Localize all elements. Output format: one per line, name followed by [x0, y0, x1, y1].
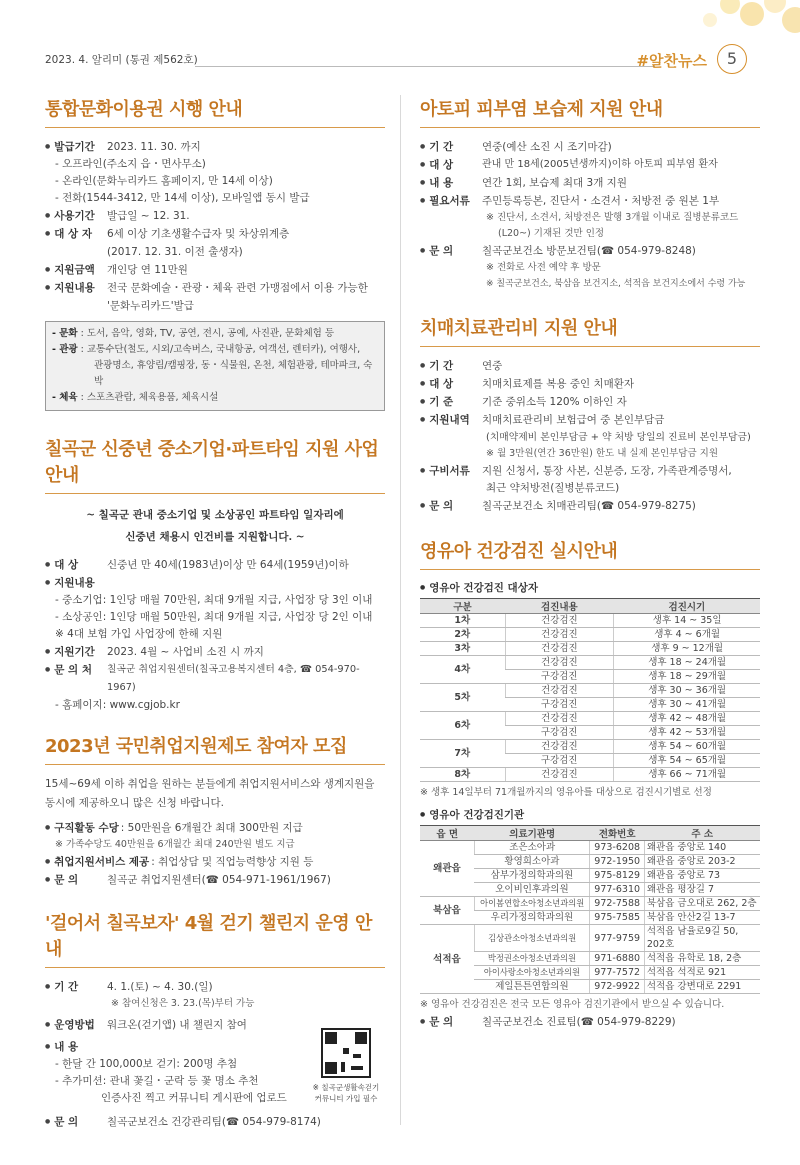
info-row	[420, 242, 760, 260]
stage-cell: 7차	[420, 740, 505, 768]
row-value-line: 전국 문화예술・관광・체육 관련 가맹점에서 이용 가능한	[107, 282, 368, 294]
clinic-table-body	[420, 841, 760, 994]
checkup-type-cell: 건강검진	[505, 614, 614, 628]
info-row	[45, 661, 385, 697]
phone-cell: 973-6208	[590, 841, 644, 855]
district-cell: 석적읍	[420, 925, 474, 994]
info-row	[45, 871, 385, 889]
row-label: ● 기 간	[420, 138, 482, 156]
row-value: 지원 신청서, 통장 사본, 신분증, 도장, 가족관계증명서,	[482, 465, 732, 477]
row-label: ● 문 의	[420, 1013, 482, 1031]
info-row	[45, 225, 385, 261]
table-header: 구분	[420, 599, 505, 614]
row-label: ● 운영방법	[45, 1016, 107, 1034]
table-row	[420, 925, 760, 952]
district-cell: 왜관읍	[420, 841, 474, 897]
section-tag: #알찬뉴스	[636, 52, 707, 70]
checkup-type-cell: 건강검진	[505, 740, 614, 754]
box-value: : 도서, 음악, 영화, TV, 공연, 전시, 공예, 사진관, 문화체험 등	[80, 328, 335, 339]
phone-cell: 972-9922	[590, 980, 644, 994]
clinic-name-cell: 우리가정의학과의원	[474, 911, 590, 925]
row-value: 칠곡군 취업지원센터(☎ 054-971-1961/1967)	[107, 874, 331, 886]
row-label: ● 구비서류	[420, 462, 482, 480]
row-value: 개인당 연 11만원	[107, 264, 188, 276]
row-label: ● 문 의	[420, 242, 482, 260]
sub-item: - 추가미션: 관내 꽃길・군락 등 꽃 명소 추천	[55, 1075, 259, 1087]
atopy-section	[420, 95, 760, 292]
left-column	[45, 95, 385, 1147]
qr-caption	[307, 1082, 385, 1104]
info-row	[45, 138, 385, 156]
employment-support-section	[45, 732, 385, 889]
row-value: 연간 1회, 보습제 최대 3개 지원	[482, 177, 627, 189]
row-value: 4. 1.(토) ~ 4. 30.(일)	[107, 981, 213, 993]
row-value: 칠곡군보건소 진료팀(☎ 054-979-8229)	[482, 1016, 676, 1028]
table-title: ● 영유아 건강검진기관	[420, 807, 760, 822]
info-row	[45, 853, 385, 871]
info-row	[45, 574, 385, 592]
sub-item: - 한달 간 100,000보 걷기: 200명 추첨	[55, 1058, 238, 1070]
table-row	[420, 628, 760, 642]
checkup-type-cell: 건강검진	[505, 628, 614, 642]
intro-paragraph: 15세~69세 이하 취업을 원하는 분들에게 취업지원서비스와 생계지원을 동시에 제공하오니 많은 신청 바랍니다.	[45, 778, 375, 809]
stage-cell: 3차	[420, 642, 505, 656]
sub-item: - 중소기업: 1인당 매월 70만원, 최대 9개월 지급, 사업장 당 3인 이내	[55, 594, 373, 606]
row-label: ● 기 간	[45, 978, 107, 996]
box-value: 관광명소, 휴양림/캠핑장, 동・식물원, 온천, 체험관광, 테마파크, 숙박	[94, 360, 373, 387]
checkup-period-cell: 생후 18 ~ 29개월	[614, 670, 760, 684]
note: ※ 진단서, 소견서, 처방전은 발행 3개월 이내로 질병분류코드	[486, 212, 739, 223]
qr-caption-line: 커뮤니티 가입 필수	[314, 1094, 378, 1103]
page-header	[45, 48, 755, 78]
clinic-table	[420, 825, 760, 994]
address-cell: 북삼읍 안산2길 13-7	[644, 911, 760, 925]
address-cell: 석적읍 남율로9길 50, 202호	[644, 925, 760, 952]
row-value: 칠곡군보건소 치매관리팀(☎ 054-979-8275)	[482, 500, 696, 512]
info-row	[420, 375, 760, 393]
box-value: : 교통수단(철도, 시외/고속버스, 국내항공, 여객선, 렌터카), 여행사,	[80, 344, 361, 355]
info-row	[45, 978, 385, 996]
address-cell: 왜관읍 평장길 7	[644, 883, 760, 897]
row-value: 2023. 11. 30. 까지	[107, 141, 201, 153]
schedule-table-body	[420, 614, 760, 782]
note: ※ 가족수당도 40만원을 6개월간 최대 240만원 별도 지급	[55, 839, 295, 850]
checkup-type-cell: 건강검진	[505, 684, 614, 698]
row-label: ● 문 의	[420, 497, 482, 515]
checkup-type-cell: 구강검진	[505, 754, 614, 768]
note: (L20~) 기재된 것만 인정	[498, 228, 605, 239]
checkup-period-cell: 생후 4 ~ 6개월	[614, 628, 760, 642]
section-title: '걸어서 칠곡보자' 4월 걷기 챌린지 운영 안내	[45, 909, 385, 968]
checkup-type-cell: 건강검진	[505, 642, 614, 656]
stage-cell: 8차	[420, 768, 505, 782]
row-label: ● 지원내역	[420, 411, 482, 429]
row-label: ● 지원내용	[45, 574, 107, 592]
checkup-type-cell: 건강검진	[505, 712, 614, 726]
row-label: ● 내 용	[45, 1038, 107, 1056]
phone-cell: 972-1950	[590, 855, 644, 869]
row-label: ● 필요서류	[420, 192, 482, 210]
info-row	[420, 138, 760, 156]
checkup-type-cell: 구강검진	[505, 698, 614, 712]
clinic-name-cell: 김상관소아청소년과의원	[474, 925, 590, 952]
checkup-period-cell: 생후 54 ~ 65개월	[614, 754, 760, 768]
note: ※ 참여신청은 3. 23.(목)부터 가능	[111, 998, 255, 1009]
row-value: 관내 만 18세(2005년생까지)이하 아토피 피부염 환자	[482, 159, 718, 170]
phone-cell: 977-6310	[590, 883, 644, 897]
table-title: ● 영유아 건강검진 대상자	[420, 580, 760, 595]
row-value	[107, 279, 385, 315]
info-row	[420, 462, 760, 480]
address-cell: 북삼읍 금오대로 262, 2층	[644, 897, 760, 911]
checkup-period-cell: 생후 42 ~ 53개월	[614, 726, 760, 740]
section-title: 통합문화이용권 시행 안내	[45, 95, 385, 128]
row-label: ● 문 의	[45, 1113, 107, 1131]
section-title: 치매치료관리비 지원 안내	[420, 314, 760, 347]
note: ※ 생후 14일부터 71개월까지의 영유아를 대상으로 검진시기별로 선정	[420, 787, 712, 798]
checkup-type-cell: 건강검진	[505, 768, 614, 782]
address-cell: 석적읍 강변대로 2291	[644, 980, 760, 994]
info-row	[45, 643, 385, 661]
row-value: 치매치료관리비 보험급여 중 본인부담금	[482, 414, 665, 426]
info-row	[420, 393, 760, 411]
note: ※ 영유아 건강검진은 전국 모든 영유아 검진기관에서 받으실 수 있습니다.	[420, 999, 725, 1010]
row-value: 신중년 만 40세(1983년)이상 만 64세(1959년)이하	[107, 559, 349, 571]
clinic-name-cell: 제일튼튼연합의원	[474, 980, 590, 994]
row-value: 2023. 4월 ~ 사업비 소진 시 까지	[107, 646, 264, 658]
row-value: : 50만원을 6개월간 최대 300만원 지급	[120, 822, 303, 834]
table-row	[420, 841, 760, 855]
row-value: 주민등록등본, 진단서・소견서・처방전 중 원본 1부	[482, 195, 720, 207]
row-value: 연중(예산 소진 시 조기마감)	[482, 141, 612, 153]
table-row	[420, 684, 760, 698]
row-label: ● 기 준	[420, 393, 482, 411]
table-header: 읍 면	[420, 826, 474, 841]
sub-item: 최근 약처방전(질병분류코드)	[486, 482, 620, 494]
clinic-name-cell: 조은소아과	[474, 841, 590, 855]
table-row	[420, 768, 760, 782]
row-label: ● 기 간	[420, 357, 482, 375]
row-label: ● 지원기간	[45, 643, 107, 661]
phone-cell: 971-6880	[590, 952, 644, 966]
info-row	[420, 411, 760, 429]
info-row	[45, 819, 385, 837]
row-value: 발급일 ~ 12. 31.	[107, 210, 190, 222]
address-cell: 왜관읍 중앙로 203-2	[644, 855, 760, 869]
row-label: ● 대 상	[420, 375, 482, 393]
row-label: ● 대 상 자	[45, 225, 107, 261]
intro-line: ~ 칠곡군 관내 중소기업 및 소상공인 파트타임 일자리에	[86, 509, 344, 521]
row-label: ● 대 상	[45, 556, 107, 574]
row-value: 칠곡군 취업지원센터(칠곡고용복지센터 4층, ☎ 054-970-1967)	[107, 664, 360, 693]
walking-body	[45, 978, 385, 1131]
box-key: - 관광	[52, 344, 78, 355]
clinic-name-cell: 박정권소아청소년과의원	[474, 952, 590, 966]
clinic-name-cell: 아이봄연합소아청소년과의원	[474, 897, 590, 911]
box-line	[52, 342, 378, 358]
box-line	[52, 390, 378, 406]
info-row	[45, 279, 385, 315]
table-header: 의료기관명	[474, 826, 590, 841]
row-value	[107, 225, 385, 261]
page-number: 5	[717, 44, 747, 74]
address-cell: 석적읍 유학로 18, 2층	[644, 952, 760, 966]
checkup-period-cell: 생후 14 ~ 35일	[614, 614, 760, 628]
checkup-period-cell: 생후 42 ~ 48개월	[614, 712, 760, 726]
row-label: ● 취업지원서비스 제공	[45, 853, 149, 871]
table-row	[420, 642, 760, 656]
table-header: 검진내용	[505, 599, 614, 614]
row-label: ● 발급기간	[45, 138, 107, 156]
checkup-period-cell: 생후 18 ~ 24개월	[614, 656, 760, 670]
row-label: ● 사용기간	[45, 207, 107, 225]
checkup-period-cell: 생후 9 ~ 12개월	[614, 642, 760, 656]
phone-cell: 977-7572	[590, 966, 644, 980]
note: ※ 전화로 사전 예약 후 방문	[486, 262, 601, 273]
table-row	[420, 740, 760, 754]
row-label: ● 대 상	[420, 156, 482, 174]
clinic-name-cell: 아이사랑소아청소년과의원	[474, 966, 590, 980]
box-value: : 스포츠관람, 체육용품, 체육시설	[80, 392, 219, 403]
section-title: 아토피 피부염 보습제 지원 안내	[420, 95, 760, 128]
row-value-line: '문화누리카드'발급	[107, 300, 194, 312]
checkup-type-cell: 건강검진	[505, 656, 614, 670]
qr-code-block[interactable]	[307, 1028, 385, 1104]
homepage-link[interactable]: - 홈페이지: www.cgjob.kr	[55, 699, 180, 711]
phone-cell: 975-7585	[590, 911, 644, 925]
issue-label: 2023. 4. 알리미 (통권 제562호)	[45, 54, 198, 66]
row-label: ● 내 용	[420, 174, 482, 192]
note: ※ 월 3만원(연간 36만원) 한도 내 실제 본인부담금 지원	[486, 448, 719, 459]
header-rule	[195, 66, 655, 67]
section-title: 2023년 국민취업지원제도 참여자 모집	[45, 732, 385, 765]
checkup-period-cell: 생후 30 ~ 41개월	[614, 698, 760, 712]
row-label: ● 문 의	[45, 871, 107, 889]
box-key: - 문화	[52, 328, 78, 339]
sub-item: 인증사진 찍고 커뮤니티 게시판에 업로드	[101, 1092, 287, 1104]
sub-item: - 온라인(문화누리카드 홈페이지, 만 14세 이상)	[55, 175, 273, 187]
phone-cell: 977-9759	[590, 925, 644, 952]
row-value-line: 6세 이상 기초생활수급자 및 차상위계층	[107, 228, 290, 240]
phone-cell: 972-7588	[590, 897, 644, 911]
info-row	[420, 174, 760, 192]
culture-voucher-section	[45, 95, 385, 411]
flower-decoration-icon	[670, 0, 800, 50]
walking-challenge-section	[45, 909, 385, 1131]
sub-item: - 소상공인: 1인당 매월 50만원, 최대 9개월 지급, 사업장 당 2인 이내	[55, 611, 373, 623]
middle-age-job-section	[45, 435, 385, 714]
info-row	[45, 207, 385, 225]
checkup-period-cell: 생후 66 ~ 71개월	[614, 768, 760, 782]
usage-category-box	[45, 321, 385, 411]
address-cell: 왜관읍 중앙로 73	[644, 869, 760, 883]
table-header: 주 소	[644, 826, 760, 841]
info-row	[420, 156, 760, 174]
checkup-period-cell: 생후 54 ~ 60개월	[614, 740, 760, 754]
stage-cell: 6차	[420, 712, 505, 740]
section-title: 영유아 건강검진 실시안내	[420, 537, 760, 570]
checkup-type-cell: 구강검진	[505, 726, 614, 740]
checkup-type-cell: 구강검진	[505, 670, 614, 684]
info-row	[420, 1013, 760, 1031]
address-cell: 왜관읍 중앙로 140	[644, 841, 760, 855]
stage-cell: 2차	[420, 628, 505, 642]
row-value: 칠곡군보건소 건강관리팀(☎ 054-979-8174)	[107, 1116, 321, 1128]
section-title: 칠곡군 신중년 중소기업·파트타임 지원 사업 안내	[45, 435, 385, 494]
column-divider	[400, 95, 401, 1125]
qr-code-icon[interactable]	[321, 1028, 371, 1078]
clinic-name-cell: 삼부가정의학과의원	[474, 869, 590, 883]
table-header-row	[420, 826, 760, 841]
table-row	[420, 656, 760, 670]
sub-item: (치매약제비 본인부담금 + 약 처방 당일의 진료비 본인부담금)	[486, 432, 751, 443]
table-row	[420, 614, 760, 628]
box-line	[52, 326, 378, 342]
row-label: ● 지원내용	[45, 279, 107, 315]
row-value: 기준 중위소득 120% 이하인 자	[482, 396, 627, 408]
info-row	[45, 261, 385, 279]
row-label: ● 지원금액	[45, 261, 107, 279]
sub-item: ※ 4대 보험 가입 사업장에 한해 지원	[55, 628, 223, 640]
table-header-row	[420, 599, 760, 614]
row-value: 연중	[482, 360, 503, 372]
stage-cell: 5차	[420, 684, 505, 712]
right-column	[420, 95, 760, 1047]
info-row	[420, 192, 760, 210]
district-cell: 북삼읍	[420, 897, 474, 925]
row-value: 워크온(걷기앱) 내 챌린지 참여	[107, 1019, 247, 1031]
sub-item: - 오프라인(주소지 읍・면사무소)	[55, 158, 206, 170]
table-header: 검진시기	[614, 599, 760, 614]
note: ※ 칠곡군보건소, 북삼읍 보건지소, 석적읍 보건지소에서 수령 가능	[486, 279, 746, 289]
stage-cell: 1차	[420, 614, 505, 628]
checkup-schedule-table	[420, 598, 760, 782]
table-row	[420, 897, 760, 911]
info-row	[420, 497, 760, 515]
row-value: 치매치료제를 복용 중인 치매환자	[482, 378, 635, 390]
table-header: 전화번호	[590, 826, 644, 841]
intro-line: 신중년 채용시 인건비를 지원합니다. ~	[125, 531, 305, 543]
address-cell: 석적읍 석적로 921	[644, 966, 760, 980]
info-row	[420, 357, 760, 375]
qr-caption-line: ※ 칠곡군생활속걷기	[312, 1083, 380, 1092]
stage-cell: 4차	[420, 656, 505, 684]
row-value: 칠곡군보건소 방문보건팀(☎ 054-979-8248)	[482, 245, 696, 257]
intro-message	[45, 504, 385, 548]
infant-checkup-section	[420, 537, 760, 1031]
info-row	[45, 1113, 385, 1131]
clinic-name-cell: 황영희소아과	[474, 855, 590, 869]
box-key: - 체육	[52, 392, 78, 403]
row-value-line: (2017. 12. 31. 이전 출생자)	[107, 246, 243, 258]
box-line	[52, 358, 378, 390]
row-label: ● 문 의 처	[45, 661, 107, 697]
row-value: : 취업상담 및 직업능력향상 지원 등	[151, 856, 314, 868]
phone-cell: 975-8129	[590, 869, 644, 883]
dementia-section	[420, 314, 760, 515]
info-row	[45, 556, 385, 574]
sub-item: - 전화(1544-3412, 만 14세 이상), 모바일앱 동시 발급	[55, 192, 310, 204]
checkup-period-cell: 생후 30 ~ 36개월	[614, 684, 760, 698]
row-label: ● 구직활동 수당	[45, 819, 119, 837]
table-row	[420, 712, 760, 726]
clinic-name-cell: 오이비인후과의원	[474, 883, 590, 897]
